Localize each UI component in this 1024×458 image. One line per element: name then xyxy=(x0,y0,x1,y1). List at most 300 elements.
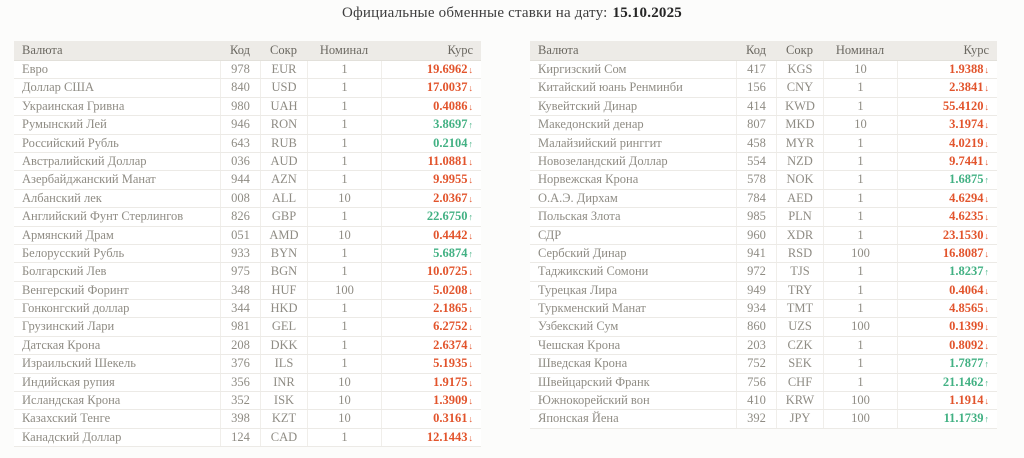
cell-rate xyxy=(381,355,481,372)
rate-value: 6.2752 xyxy=(433,319,468,334)
cell-nominal: 1 xyxy=(823,79,897,96)
table-row xyxy=(14,392,481,410)
cell-rate xyxy=(897,116,997,133)
cell-abbr: BGN xyxy=(260,263,307,280)
cell-abbr: AED xyxy=(776,190,823,207)
arrow-down-icon: ↓ xyxy=(984,65,989,75)
cell-rate xyxy=(897,318,997,335)
cell-name: Казахский Тенге xyxy=(22,411,111,426)
table-header-row xyxy=(14,41,481,61)
table-row xyxy=(14,153,481,171)
rate-value: 1.3909 xyxy=(433,393,468,408)
cell-name: Сербский Динар xyxy=(538,245,627,260)
arrow-down-icon: ↓ xyxy=(468,359,473,370)
table-row xyxy=(530,190,997,208)
cell-rate xyxy=(381,208,481,225)
table-row xyxy=(14,190,481,208)
arrow-down-icon: ↓ xyxy=(468,101,473,112)
cell-nominal: 100 xyxy=(823,392,897,409)
cell-nominal: 10 xyxy=(307,392,381,409)
arrow-down-icon: ↓ xyxy=(984,396,989,407)
table-row xyxy=(14,282,481,300)
table-row xyxy=(14,171,481,189)
rate-value: 55.4120 xyxy=(942,98,984,113)
rate-value: 5.6874 xyxy=(433,245,468,260)
cell-rate xyxy=(381,374,481,391)
cell-code: 840 xyxy=(220,79,260,96)
rate-value: 21.1462 xyxy=(942,374,984,389)
cell-nominal: 10 xyxy=(307,190,381,207)
cell-name: Малайзийский ринггит xyxy=(538,135,662,150)
table-row xyxy=(14,300,481,318)
rate-value: 2.1865 xyxy=(433,301,468,316)
cell-name: Польская Злота xyxy=(538,209,621,224)
rate-value: 3.8697 xyxy=(433,117,468,132)
table-row xyxy=(530,374,997,392)
rate-value: 12.1443 xyxy=(426,429,468,444)
cell-name: Узбекский Сум xyxy=(538,319,619,334)
table-row xyxy=(14,135,481,153)
cell-rate xyxy=(897,392,997,409)
cell-nominal: 10 xyxy=(307,227,381,244)
cell-abbr: CAD xyxy=(260,429,307,446)
cell-code: 860 xyxy=(736,318,776,335)
column-header-rate: Курс xyxy=(963,43,989,57)
cell-code: 410 xyxy=(736,392,776,409)
cell-abbr: ALL xyxy=(260,190,307,207)
cell-name: Индийская рупия xyxy=(22,374,115,389)
cell-abbr: RUB xyxy=(260,135,307,152)
cell-rate xyxy=(381,392,481,409)
cell-code: 756 xyxy=(736,374,776,391)
cell-nominal: 1 xyxy=(823,355,897,372)
cell-abbr: RON xyxy=(260,116,307,133)
cell-abbr: NOK xyxy=(776,171,823,188)
cell-nominal: 1 xyxy=(307,245,381,262)
arrow-down-icon: ↓ xyxy=(468,322,473,333)
cell-rate xyxy=(897,337,997,354)
cell-abbr: PLN xyxy=(776,208,823,225)
cell-rate xyxy=(381,263,481,280)
table-row xyxy=(14,374,481,392)
cell-code: 934 xyxy=(736,300,776,317)
cell-name: Евро xyxy=(22,62,49,76)
table-row xyxy=(530,410,997,428)
cell-rate xyxy=(381,300,481,317)
rate-value: 2.0367 xyxy=(433,190,468,205)
cell-name: Южнокорейский вон xyxy=(538,393,650,408)
table-row xyxy=(14,245,481,263)
column-header-nominal: Номинал xyxy=(319,43,369,57)
rate-value: 2.6374 xyxy=(433,337,468,352)
cell-rate xyxy=(381,429,481,446)
cell-nominal: 10 xyxy=(307,374,381,391)
arrow-down-icon: ↓ xyxy=(468,193,473,204)
table-row xyxy=(14,116,481,134)
cell-abbr: RSD xyxy=(776,245,823,262)
cell-abbr: GEL xyxy=(260,318,307,335)
table-row xyxy=(14,263,481,281)
cell-abbr: UAH xyxy=(260,98,307,115)
cell-abbr: USD xyxy=(260,79,307,96)
cell-abbr: CNY xyxy=(776,79,823,96)
table-row xyxy=(530,227,997,245)
table-row xyxy=(530,153,997,171)
cell-abbr: TJS xyxy=(776,263,823,280)
cell-rate xyxy=(897,190,997,207)
cell-abbr: INR xyxy=(260,374,307,391)
cell-name: Российский Рубль xyxy=(22,135,119,150)
cell-name: О.А.Э. Дирхам xyxy=(538,190,618,205)
cell-name: Болгарский Лев xyxy=(22,264,107,279)
rate-value: 3.1974 xyxy=(949,117,984,132)
rate-value: 4.8565 xyxy=(949,301,984,316)
cell-name: Турецкая Лира xyxy=(538,282,618,297)
cell-code: 398 xyxy=(220,410,260,427)
cell-abbr: HKD xyxy=(260,300,307,317)
cell-rate xyxy=(381,116,481,133)
cell-code: 807 xyxy=(736,116,776,133)
cell-abbr: NZD xyxy=(776,153,823,170)
cell-name: Китайский юань Ренминби xyxy=(538,80,683,95)
table-row xyxy=(14,208,481,226)
cell-rate xyxy=(381,98,481,115)
cell-nominal: 1 xyxy=(823,171,897,188)
cell-rate xyxy=(897,98,997,115)
cell-name: Шведская Крона xyxy=(538,356,628,371)
arrow-up-icon: ↑ xyxy=(468,212,473,223)
cell-name: Канадский Доллар xyxy=(22,429,122,444)
cell-rate xyxy=(381,79,481,96)
cell-nominal: 1 xyxy=(307,61,381,78)
cell-name: Азербайджанский Манат xyxy=(22,172,156,187)
table-row xyxy=(14,227,481,245)
cell-abbr: BYN xyxy=(260,245,307,262)
arrow-up-icon: ↑ xyxy=(984,175,989,186)
cell-code: 985 xyxy=(736,208,776,225)
cell-name: Доллар США xyxy=(22,80,94,95)
arrow-down-icon: ↓ xyxy=(984,156,989,167)
column-header-code: Код xyxy=(746,43,766,57)
cell-nominal: 1 xyxy=(307,171,381,188)
cell-abbr: EUR xyxy=(260,61,307,78)
cell-nominal: 1 xyxy=(823,190,897,207)
cell-abbr: MYR xyxy=(776,135,823,152)
cell-abbr: AMD xyxy=(260,227,307,244)
rate-value: 19.6962 xyxy=(426,62,468,76)
cell-nominal: 1 xyxy=(823,374,897,391)
table-row xyxy=(530,337,997,355)
page-title xyxy=(0,0,1024,22)
table-row xyxy=(14,410,481,428)
arrow-down-icon: ↓ xyxy=(984,83,989,94)
cell-nominal: 10 xyxy=(823,116,897,133)
cell-name: Швейцарский Франк xyxy=(538,374,650,389)
arrow-down-icon: ↓ xyxy=(468,65,473,75)
cell-name: Датская Крона xyxy=(22,337,101,352)
cell-code: 941 xyxy=(736,245,776,262)
cell-name: Кувейтский Динар xyxy=(538,98,638,113)
cell-abbr: KGS xyxy=(776,61,823,78)
cell-rate xyxy=(381,282,481,299)
cell-abbr: ILS xyxy=(260,355,307,372)
cell-rate xyxy=(897,171,997,188)
cell-rate xyxy=(897,282,997,299)
cell-abbr: JPY xyxy=(776,410,823,427)
cell-rate xyxy=(381,171,481,188)
cell-nominal: 1 xyxy=(307,208,381,225)
arrow-down-icon: ↓ xyxy=(984,304,989,315)
cell-code: 978 xyxy=(220,61,260,78)
arrow-down-icon: ↓ xyxy=(468,230,473,241)
table-row xyxy=(530,282,997,300)
cell-name: Таджикский Сомони xyxy=(538,264,649,279)
cell-code: 980 xyxy=(220,98,260,115)
cell-rate xyxy=(897,79,997,96)
cell-rate xyxy=(897,263,997,280)
arrow-down-icon: ↓ xyxy=(468,175,473,186)
cell-nominal: 10 xyxy=(823,61,897,78)
cell-name: Белорусский Рубль xyxy=(22,245,125,260)
rate-value: 4.6235 xyxy=(949,209,984,224)
cell-code: 975 xyxy=(220,263,260,280)
cell-name: Норвежская Крона xyxy=(538,172,639,187)
cell-rate xyxy=(897,410,997,427)
cell-rate xyxy=(381,410,481,427)
table-row xyxy=(530,355,997,373)
cell-name: Армянский Драм xyxy=(22,227,114,242)
cell-code: 578 xyxy=(736,171,776,188)
cell-nominal: 1 xyxy=(823,337,897,354)
arrow-down-icon: ↓ xyxy=(468,156,473,167)
cell-code: 008 xyxy=(220,190,260,207)
rate-value: 22.6750 xyxy=(426,209,468,224)
cell-code: 417 xyxy=(736,61,776,78)
cell-code: 554 xyxy=(736,153,776,170)
rate-value: 11.0881 xyxy=(427,153,468,168)
arrow-down-icon: ↓ xyxy=(984,138,989,149)
rate-value: 23.1530 xyxy=(942,227,984,242)
rates-table-right xyxy=(530,41,997,429)
rate-value: 1.8237 xyxy=(949,264,984,279)
table-row xyxy=(14,318,481,336)
cell-code: 933 xyxy=(220,245,260,262)
cell-nominal: 1 xyxy=(307,300,381,317)
rate-value: 9.9955 xyxy=(433,172,468,187)
cell-code: 944 xyxy=(220,171,260,188)
cell-name: Английский Фунт Стерлингов xyxy=(22,209,184,224)
arrow-down-icon: ↓ xyxy=(468,267,473,278)
rate-value: 17.0037 xyxy=(426,80,468,95)
table-row xyxy=(530,116,997,134)
arrow-up-icon: ↑ xyxy=(468,120,473,131)
cell-nominal: 1 xyxy=(823,263,897,280)
cell-code: 826 xyxy=(220,208,260,225)
table-header-row xyxy=(530,41,997,61)
cell-name: Японская Йена xyxy=(538,411,619,426)
cell-nominal: 1 xyxy=(307,318,381,335)
table-row xyxy=(530,208,997,226)
arrow-down-icon: ↓ xyxy=(984,248,989,259)
table-row xyxy=(530,98,997,116)
cell-code: 203 xyxy=(736,337,776,354)
rate-value: 11.1739 xyxy=(943,411,984,426)
arrow-down-icon: ↓ xyxy=(468,414,473,425)
rate-value: 1.9388 xyxy=(949,62,984,76)
cell-abbr: GBP xyxy=(260,208,307,225)
arrow-down-icon: ↓ xyxy=(984,101,989,112)
arrow-down-icon: ↓ xyxy=(468,83,473,94)
cell-nominal: 1 xyxy=(823,135,897,152)
cell-abbr: CZK xyxy=(776,337,823,354)
rate-value: 0.4086 xyxy=(433,98,468,113)
column-header-code: Код xyxy=(230,43,250,57)
column-header-name: Валюта xyxy=(22,43,63,57)
table-row xyxy=(530,245,997,263)
column-header-name: Валюта xyxy=(538,43,579,57)
cell-nominal: 1 xyxy=(823,208,897,225)
cell-nominal: 1 xyxy=(823,282,897,299)
arrow-down-icon: ↓ xyxy=(984,212,989,223)
cell-rate xyxy=(381,153,481,170)
arrow-up-icon: ↑ xyxy=(984,414,989,425)
rate-value: 2.3841 xyxy=(949,80,984,95)
cell-nominal: 10 xyxy=(307,410,381,427)
cell-name: СДР xyxy=(538,227,562,242)
cell-name: Венгерский Форинт xyxy=(22,282,129,297)
arrow-down-icon: ↓ xyxy=(468,340,473,351)
cell-abbr: KZT xyxy=(260,410,307,427)
column-header-rate: Курс xyxy=(447,43,473,57)
arrow-down-icon: ↓ xyxy=(984,340,989,351)
table-row xyxy=(530,79,997,97)
cell-name: Албанский лек xyxy=(22,190,102,205)
cell-name: Туркменский Манат xyxy=(538,301,646,316)
arrow-down-icon: ↓ xyxy=(984,322,989,333)
cell-rate xyxy=(381,135,481,152)
cell-code: 960 xyxy=(736,227,776,244)
cell-nominal: 1 xyxy=(823,98,897,115)
rate-value: 10.0725 xyxy=(426,264,468,279)
cell-rate xyxy=(897,374,997,391)
table-row xyxy=(14,98,481,116)
rate-value: 0.3161 xyxy=(433,411,468,426)
cell-rate xyxy=(897,245,997,262)
cell-nominal: 100 xyxy=(307,282,381,299)
cell-nominal: 1 xyxy=(823,300,897,317)
rate-value: 4.6294 xyxy=(949,190,984,205)
arrow-down-icon: ↓ xyxy=(984,193,989,204)
cell-code: 946 xyxy=(220,116,260,133)
table-row xyxy=(14,355,481,373)
cell-code: 392 xyxy=(736,410,776,427)
cell-name: Чешская Крона xyxy=(538,337,621,352)
cell-name: Румынский Лей xyxy=(22,117,107,132)
cell-code: 643 xyxy=(220,135,260,152)
cell-abbr: ISK xyxy=(260,392,307,409)
table-row xyxy=(530,318,997,336)
rate-value: 0.2104 xyxy=(433,135,468,150)
cell-nominal: 1 xyxy=(307,135,381,152)
rate-value: 0.4442 xyxy=(433,227,468,242)
rate-value: 0.1399 xyxy=(949,319,984,334)
rates-table-left xyxy=(14,41,481,447)
cell-rate xyxy=(381,318,481,335)
rate-value: 1.6875 xyxy=(949,172,984,187)
cell-rate xyxy=(381,245,481,262)
cell-nominal: 1 xyxy=(307,98,381,115)
table-row xyxy=(530,300,997,318)
cell-rate xyxy=(381,190,481,207)
cell-code: 051 xyxy=(220,227,260,244)
cell-nominal: 1 xyxy=(823,227,897,244)
table-row xyxy=(14,337,481,355)
cell-code: 972 xyxy=(736,263,776,280)
arrow-up-icon: ↑ xyxy=(468,248,473,259)
rate-value: 4.0219 xyxy=(949,135,984,150)
cell-code: 414 xyxy=(736,98,776,115)
table-row xyxy=(14,61,481,79)
arrow-down-icon: ↓ xyxy=(468,396,473,407)
arrow-up-icon: ↑ xyxy=(984,377,989,388)
cell-abbr: UZS xyxy=(776,318,823,335)
tables-container xyxy=(14,41,997,447)
table-row xyxy=(530,392,997,410)
cell-abbr: MKD xyxy=(776,116,823,133)
arrow-up-icon: ↑ xyxy=(984,267,989,278)
rate-value: 5.1935 xyxy=(433,356,468,371)
rate-value: 1.9175 xyxy=(433,374,468,389)
cell-nominal: 1 xyxy=(307,116,381,133)
rate-value: 5.0208 xyxy=(433,282,468,297)
table-row xyxy=(530,61,997,79)
rate-value: 1.7877 xyxy=(949,356,984,371)
cell-code: 348 xyxy=(220,282,260,299)
cell-name: Австралийский Доллар xyxy=(22,153,147,168)
cell-abbr: AUD xyxy=(260,153,307,170)
cell-nominal: 1 xyxy=(307,263,381,280)
cell-name: Исландская Крона xyxy=(22,393,121,408)
cell-nominal: 100 xyxy=(823,318,897,335)
table-row xyxy=(530,135,997,153)
cell-code: 036 xyxy=(220,153,260,170)
cell-name: Украинская Гривна xyxy=(22,98,125,113)
cell-name: Израильский Шекель xyxy=(22,356,136,371)
cell-abbr: KWD xyxy=(776,98,823,115)
cell-code: 949 xyxy=(736,282,776,299)
cell-name: Грузинский Лари xyxy=(22,319,115,334)
cell-rate xyxy=(897,355,997,372)
cell-abbr: CHF xyxy=(776,374,823,391)
cell-name: Македонский денар xyxy=(538,117,644,132)
cell-rate xyxy=(897,227,997,244)
cell-abbr: TMT xyxy=(776,300,823,317)
cell-code: 784 xyxy=(736,190,776,207)
page-title-date: 15.10.2025 xyxy=(612,5,682,21)
arrow-down-icon: ↓ xyxy=(468,377,473,388)
cell-nominal: 1 xyxy=(307,337,381,354)
cell-rate xyxy=(897,153,997,170)
rate-value: 0.8092 xyxy=(949,337,984,352)
cell-abbr: KRW xyxy=(776,392,823,409)
cell-nominal: 1 xyxy=(307,79,381,96)
column-header-nominal: Номинал xyxy=(835,43,885,57)
cell-nominal: 1 xyxy=(307,153,381,170)
arrow-down-icon: ↓ xyxy=(984,230,989,241)
arrow-down-icon: ↓ xyxy=(984,120,989,131)
cell-rate xyxy=(381,227,481,244)
cell-abbr: SEK xyxy=(776,355,823,372)
